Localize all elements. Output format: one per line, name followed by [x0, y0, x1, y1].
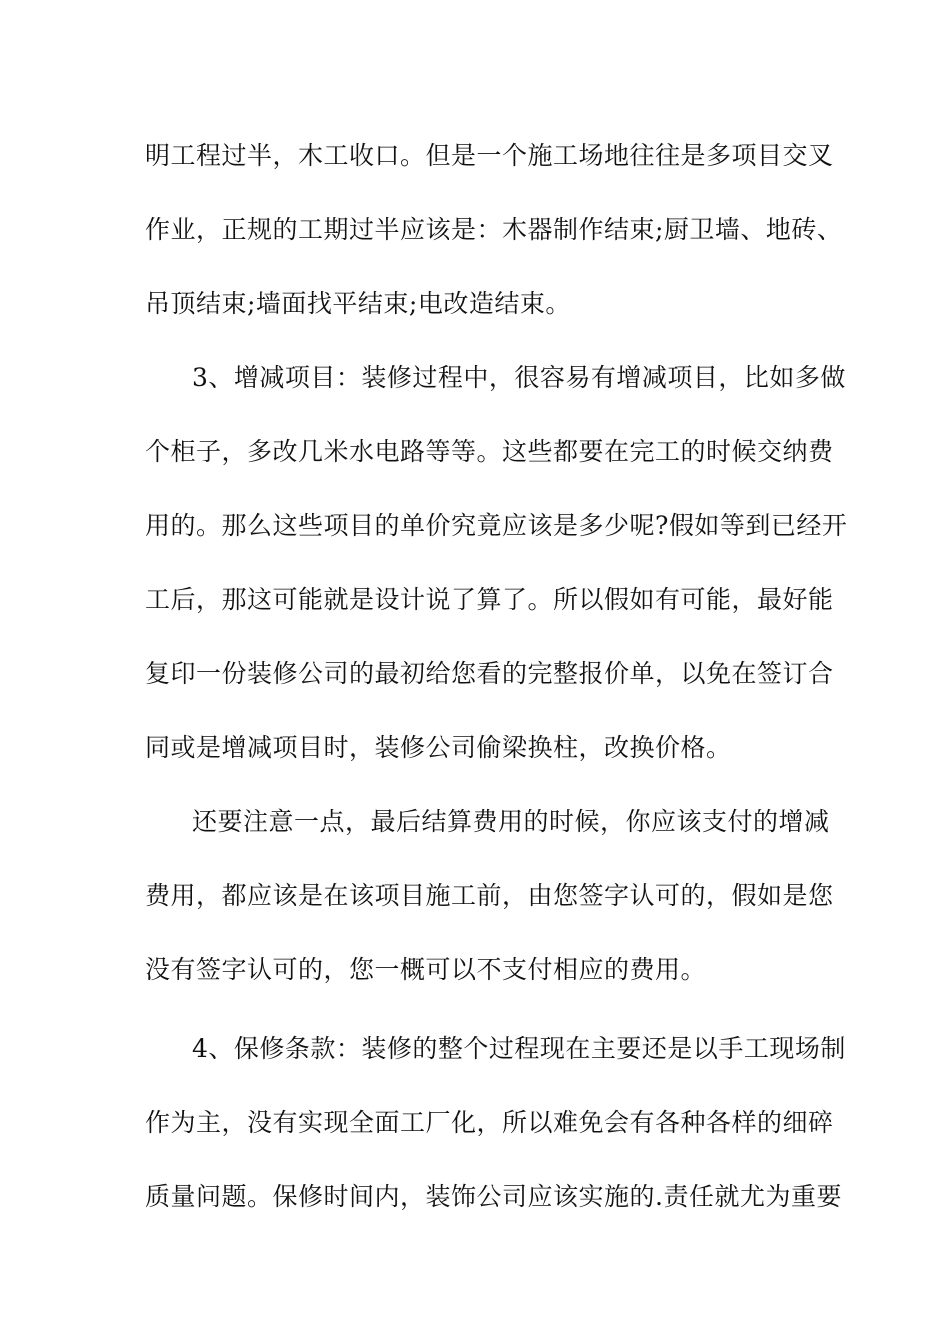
text-line: 个柜子，多改几米水电路等等。这些都要在完工的时候交纳费: [145, 437, 834, 466]
text-line: 用的。那么这些项目的单价究竟应该是多少呢?假如等到已经开: [145, 511, 848, 540]
text-line: 作业，正规的工期过半应该是：木器制作结束;厨卫墙、地砖、: [145, 215, 843, 244]
text-line: 4、保修条款：装修的整个过程现在主要还是以手工现场制: [192, 1034, 846, 1063]
text-line: 没有签字认可的，您一概可以不支付相应的费用。: [145, 955, 707, 984]
text-line: 质量问题。保修时间内，装饰公司应该实施的.责任就尤为重要: [145, 1182, 842, 1211]
text-line: 3、增减项目：装修过程中，很容易有增减项目，比如多做: [192, 363, 846, 392]
text-line: 作为主，没有实现全面工厂化，所以难免会有各种各样的细碎: [145, 1108, 834, 1137]
text-line: 复印一份装修公司的最初给您看的完整报价单，以免在签订合: [145, 659, 834, 688]
text-line: 工后，那这可能就是设计说了算了。所以假如有可能，最好能: [145, 585, 834, 614]
text-line: 吊顶结束;墙面找平结束;电改造结束。: [145, 289, 571, 318]
text-line: 还要注意一点，最后结算费用的时候，你应该支付的增减: [192, 807, 830, 836]
text-line: 费用，都应该是在该项目施工前，由您签字认可的，假如是您: [145, 881, 834, 910]
text-line: 同或是增减项目时，装修公司偷梁换柱，改换价格。: [145, 733, 732, 762]
text-line: 明工程过半，木工收口。但是一个施工场地往往是多项目交叉: [145, 141, 834, 170]
